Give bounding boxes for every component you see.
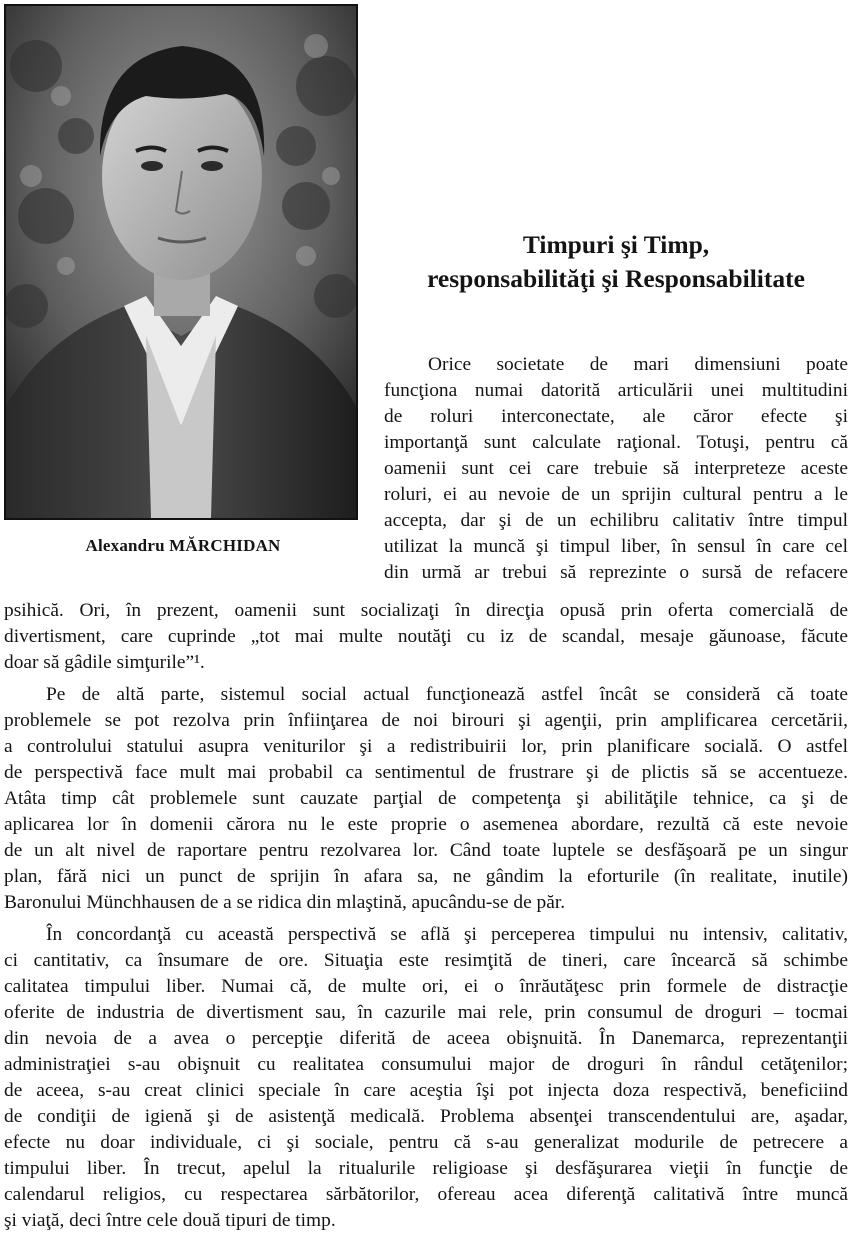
text-line: Atâta timp cât problemele sunt cauzate parţial de competenţa şi abilităţile tehnice, ca şi de bbox=[4, 788, 848, 809]
text-line: din nevoia de a avea o percepţie diferită de aceea obişnuită. În Danemarca, reprezentanţii bbox=[4, 1028, 848, 1049]
text-line: problemele se pot rezolva prin înfiinţarea de noi birouri şi agenţii, prin amplificarea cercetării, bbox=[4, 710, 848, 731]
text-line: funcţiona numai datorită articulării unei multitudini bbox=[384, 380, 848, 401]
text-line: de roluri interconectate, ale căror efecte şi bbox=[384, 406, 848, 427]
text-line: roluri, ei au nevoie de un sprijin cultural pentru a le bbox=[384, 484, 848, 505]
text-line: şi viaţă, deci între cele două tipuri de timp. bbox=[4, 1210, 336, 1231]
text-line: calitatea timpului liber. Numai că, de multe ori, ei o înrăutăţesc prin formele de distracţie bbox=[4, 976, 848, 997]
text-line: aplicarea lor în domenii cărora nu le este proprie o asemenea abordare, rezultă că este nevoie bbox=[4, 814, 848, 835]
title-line-2: responsabilităţi şi Responsabilitate bbox=[427, 264, 805, 293]
text-line: oferite de industria de divertisment sau, în cazurile mai rele, prin consumul de droguri – tocmai bbox=[4, 1002, 848, 1023]
text-line: efecte nu doar individuale, ci şi sociale, pentru că s-au generalizat modurile de petrecere a bbox=[4, 1132, 848, 1153]
text-line: Baronului Münchhausen de a se ridica din mlaştină, apucându-se de păr. bbox=[4, 892, 566, 913]
text-line: de un alt nivel de raportare pentru rezolvarea lor. Când toate luptele se desfăşoară pe un singur bbox=[4, 840, 848, 861]
text-line: accepta, dar şi de un echilibru calitativ între timpul bbox=[384, 510, 848, 531]
title-line-1: Timpuri şi Timp, bbox=[522, 230, 710, 259]
text-line: utilizat la muncă şi timpul liber, în sensul în care cel bbox=[384, 536, 848, 557]
text-line: În concordanţă cu această perspectivă se află şi perceperea timpului nu intensiv, calitativ, bbox=[46, 924, 848, 945]
text-line: a controlului statului asupra veniturilor şi a redistribuirii lor, prin planificare socială. O astfel bbox=[4, 736, 848, 757]
text-line: Pe de altă parte, sistemul social actual funcţionează astfel încât se consideră că toate bbox=[46, 684, 848, 705]
text-line: timpului liber. În trecut, apelul la ritualurile religioase şi desfăşurarea vieţii în funcţie de bbox=[4, 1158, 848, 1179]
text-line: psihică. Ori, în prezent, oamenii sunt socializaţi în direcţia opusă prin oferta comercială de bbox=[4, 600, 848, 621]
text-line: divertisment, care cuprinde „tot mai multe noutăţi cu iz de scandal, mesaje găunoase, făcute bbox=[4, 626, 848, 647]
text-line: calendarul religios, cu respectarea sărbătorilor, ofereau acea diferenţă calitativă între muncă bbox=[4, 1184, 848, 1205]
text-line: doar să gâdile simţurile”¹. bbox=[4, 652, 205, 673]
text-line: de aceea, s-au creat clinici speciale în care aceştia îşi pot injecta doza respectivă, beneficiind bbox=[4, 1080, 848, 1101]
text-line: de perspectivă face mult mai probabil ca sentimentul de frustrare şi de plictis să se accentueze. bbox=[4, 762, 848, 783]
author-portrait-photo bbox=[4, 4, 358, 520]
text-line: oamenii sunt cei care trebuie să interpreteze aceste bbox=[384, 458, 848, 479]
article-title bbox=[384, 228, 848, 296]
text-line: de condiţii de igienă şi de asistenţă medicală. Problema absenţei transcendentului are, aşadar, bbox=[4, 1106, 848, 1127]
text-line: Orice societate de mari dimensiuni poate bbox=[428, 354, 848, 375]
text-line: importanţă sunt calculate raţional. Totuşi, pentru că bbox=[384, 432, 848, 453]
text-line: administraţiei s-au obişnuit cu realitatea consumului major de droguri în rândul cetăţenilor; bbox=[4, 1054, 848, 1075]
text-line: ci cantitativ, ca însumare de ore. Situaţia este resimţită de tineri, care încearcă să schimbe bbox=[4, 950, 848, 971]
text-line: din urmă ar trebui să reprezinte o sursă de refacere bbox=[384, 562, 848, 583]
photo-caption: Alexandru MĂRCHIDAN bbox=[85, 536, 281, 555]
text-line: plan, fără nici un punct de sprijin în afara sa, ne gândim la eforturile (în realitate, inutile) bbox=[4, 866, 848, 887]
